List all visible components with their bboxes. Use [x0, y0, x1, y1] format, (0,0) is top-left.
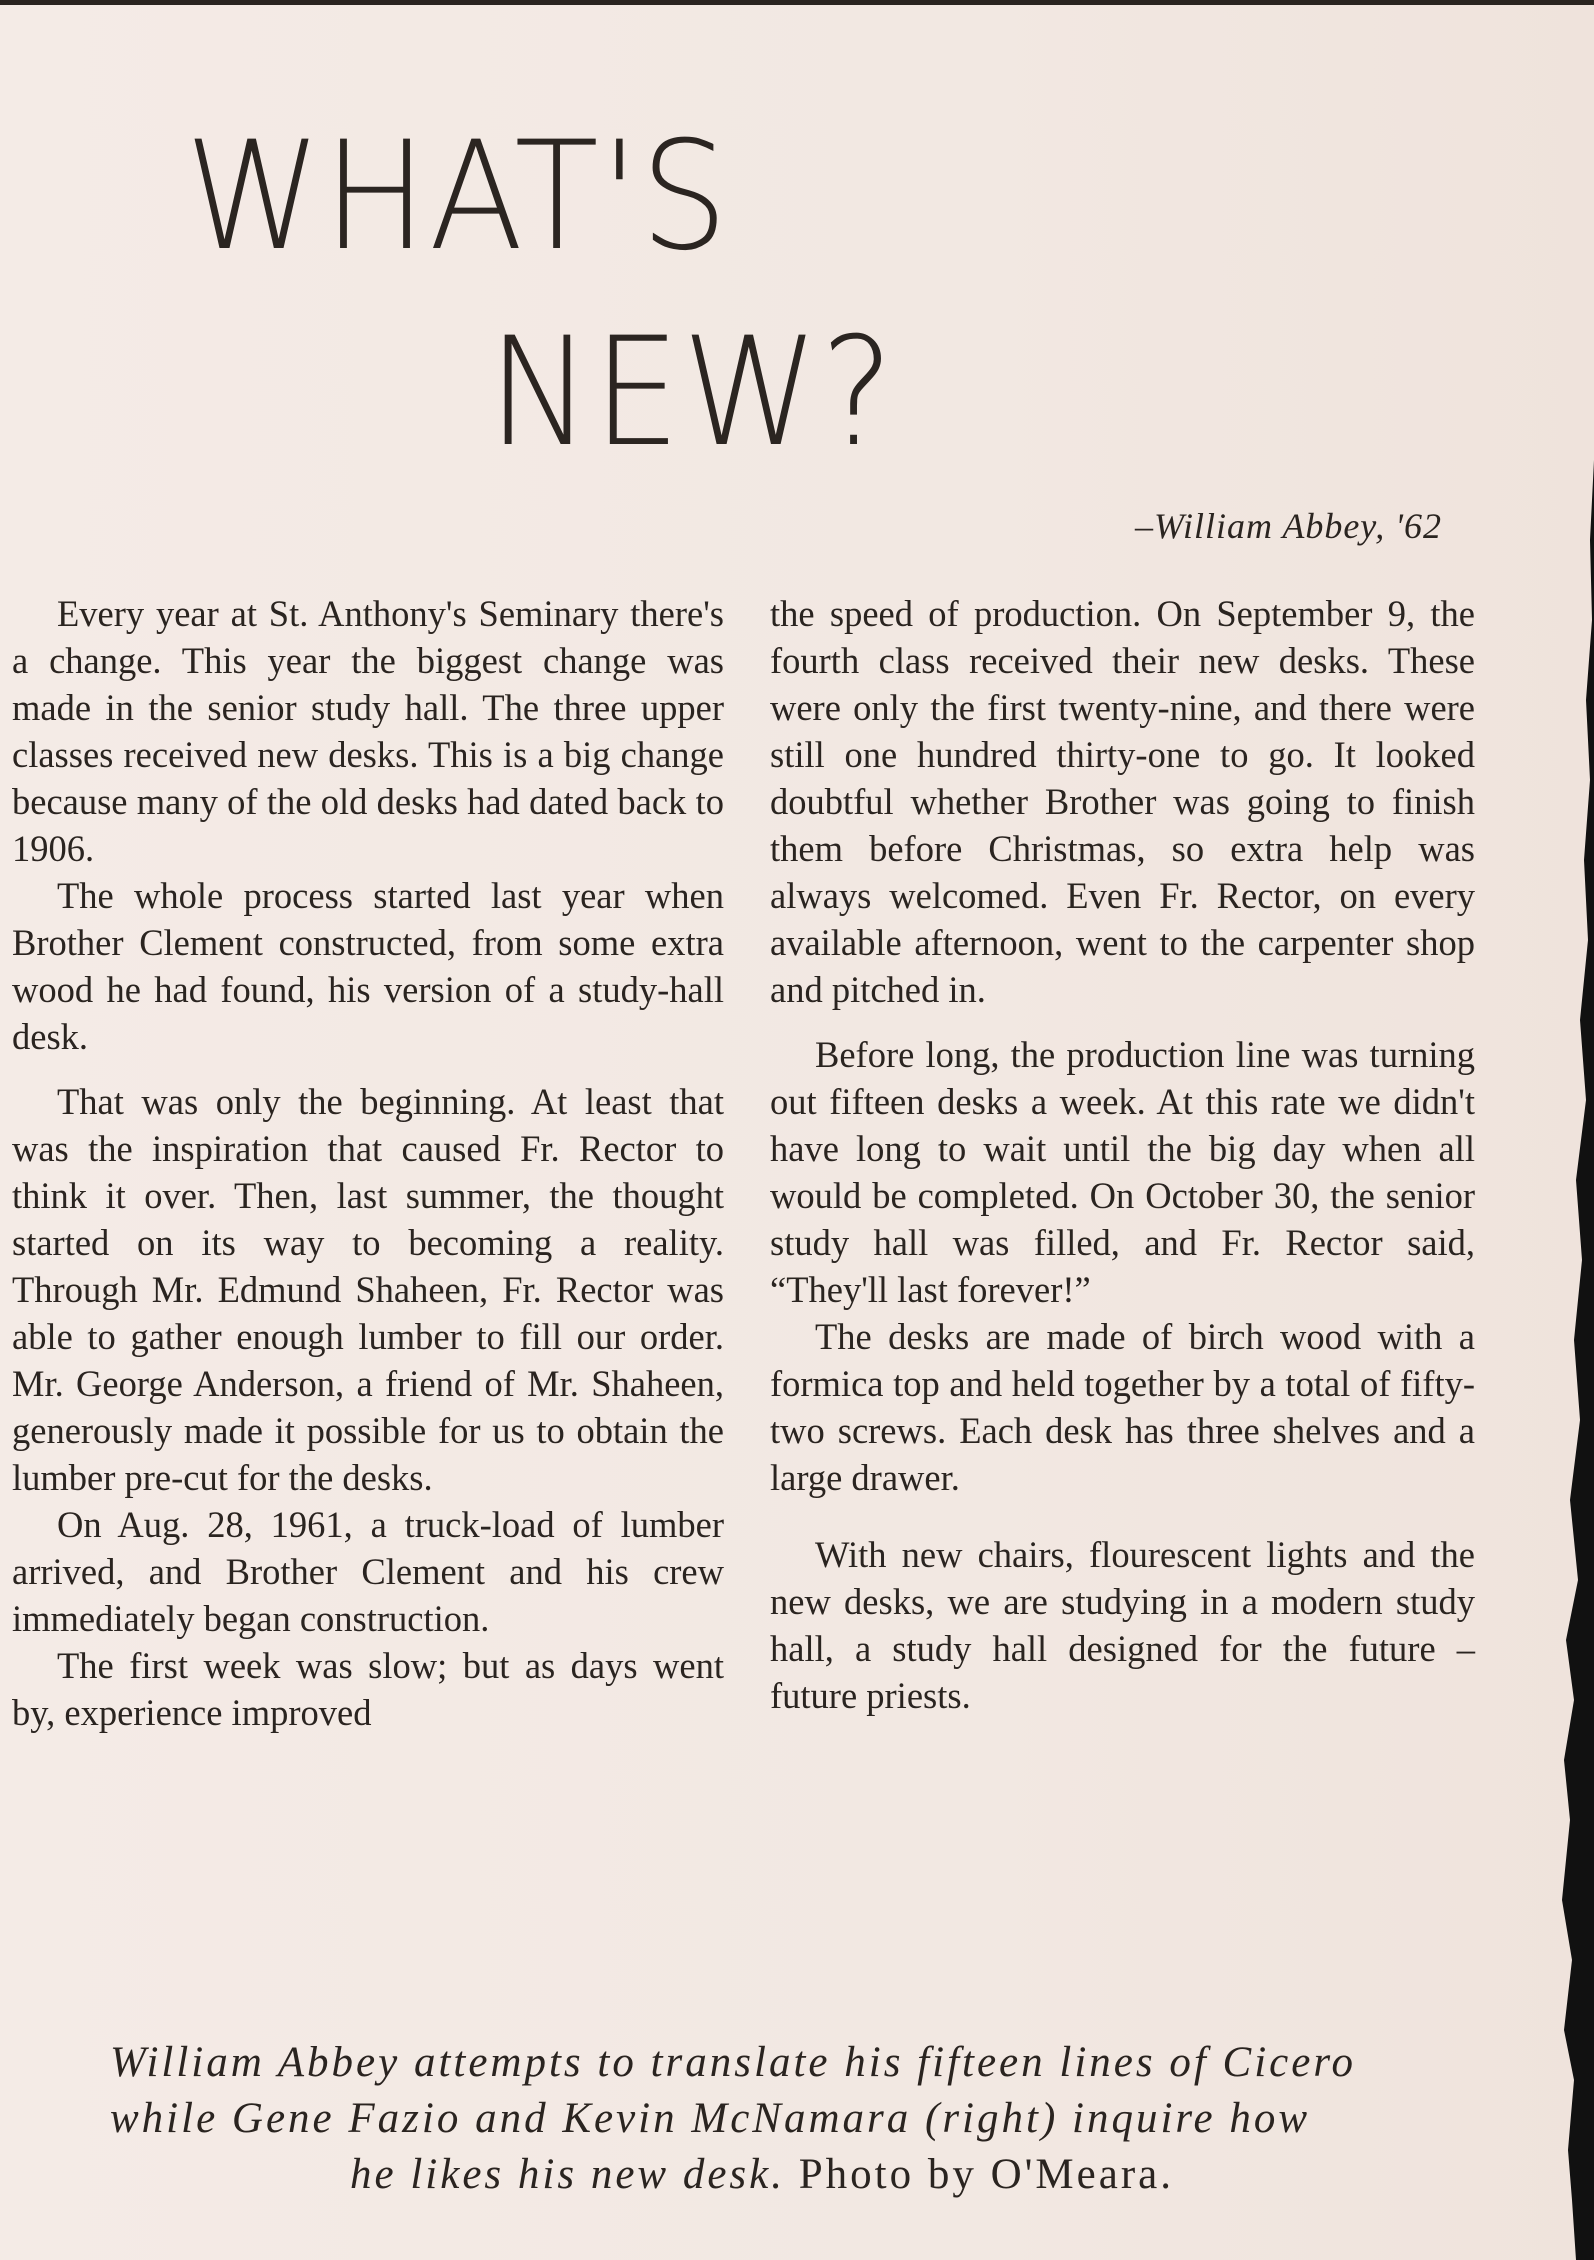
torn-page-edge: [1534, 0, 1594, 2260]
paragraph: That was only the beginning. At least that was the inspiration that caused Fr. Rector to think it over. Then, last summer, the thought started on its way to becoming a reality. Through Mr. Edmund Shaheen, Fr. Rector was able to gather enough lumber to fill our order. Mr. George Anderson, a friend of Mr. Shaheen, generously made it possible for us to obtain the lumber pre-cut for the desks.: [12, 1081, 724, 1498]
byline: –William Abbey, '62: [1134, 506, 1442, 546]
top-rule: [0, 0, 1594, 5]
headline-line-1: WHAT'S: [185, 110, 730, 284]
paragraph: The first week was slow; but as days went by, experience improved: [12, 1645, 724, 1733]
caption-line-1: William Abbey attempts to translate his fifteen lines of Cicero: [110, 2039, 1356, 2086]
paragraph: The desks are made of birch wood with a formica top and held together by a total of fifty-two screws. Each desk has three shelves and a large drawer.: [770, 1316, 1475, 1498]
paragraph: the speed of production. On September 9, the fourth class received their new desks. These were only the first twenty-nine, and there were still one hundred thirty-one to go. It looked doubtful whether Brother was going to finish them before Christmas, so extra help was always welcomed. Even Fr. Rector, on every available afternoon, went to the carpenter shop and pitched in.: [770, 593, 1475, 1010]
photo-caption: [110, 2035, 1510, 2203]
paragraph: Every year at St. Anthony's Seminary there's a change. This year the biggest change was made in the senior study hall. The three upper classes received new desks. This is a big change because many of the old desks had dated back to 1906.: [12, 593, 724, 869]
photo-credit: Photo by O'Meara.: [798, 2151, 1174, 2198]
caption-line-3: [110, 2147, 1510, 2203]
paragraph: With new chairs, flourescent lights and the new desks, we are studying in a modern study hall, a study hall designed for the future – future priests.: [770, 1534, 1475, 1716]
left-column: [12, 590, 724, 1736]
caption-line-2: while Gene Fazio and Kevin McNamara (right) inquire how: [110, 2095, 1311, 2142]
headline-line-2: NEW?: [488, 306, 896, 480]
paragraph: On Aug. 28, 1961, a truck-load of lumber arrived, and Brother Clement and his crew immediately began construction.: [12, 1504, 724, 1639]
caption-italic-text: he likes his new desk.: [350, 2151, 785, 2198]
right-column: [770, 590, 1475, 1719]
paragraph: Before long, the production line was turning out fifteen desks a week. At this rate we didn't have long to wait until the big day when all would be completed. On October 30, the senior study hall was filled, and Fr. Rector said, “They'll last forever!”: [770, 1034, 1475, 1310]
paragraph: The whole process started last year when Brother Clement constructed, from some extra wood he had found, his version of a study-hall desk.: [12, 875, 724, 1057]
